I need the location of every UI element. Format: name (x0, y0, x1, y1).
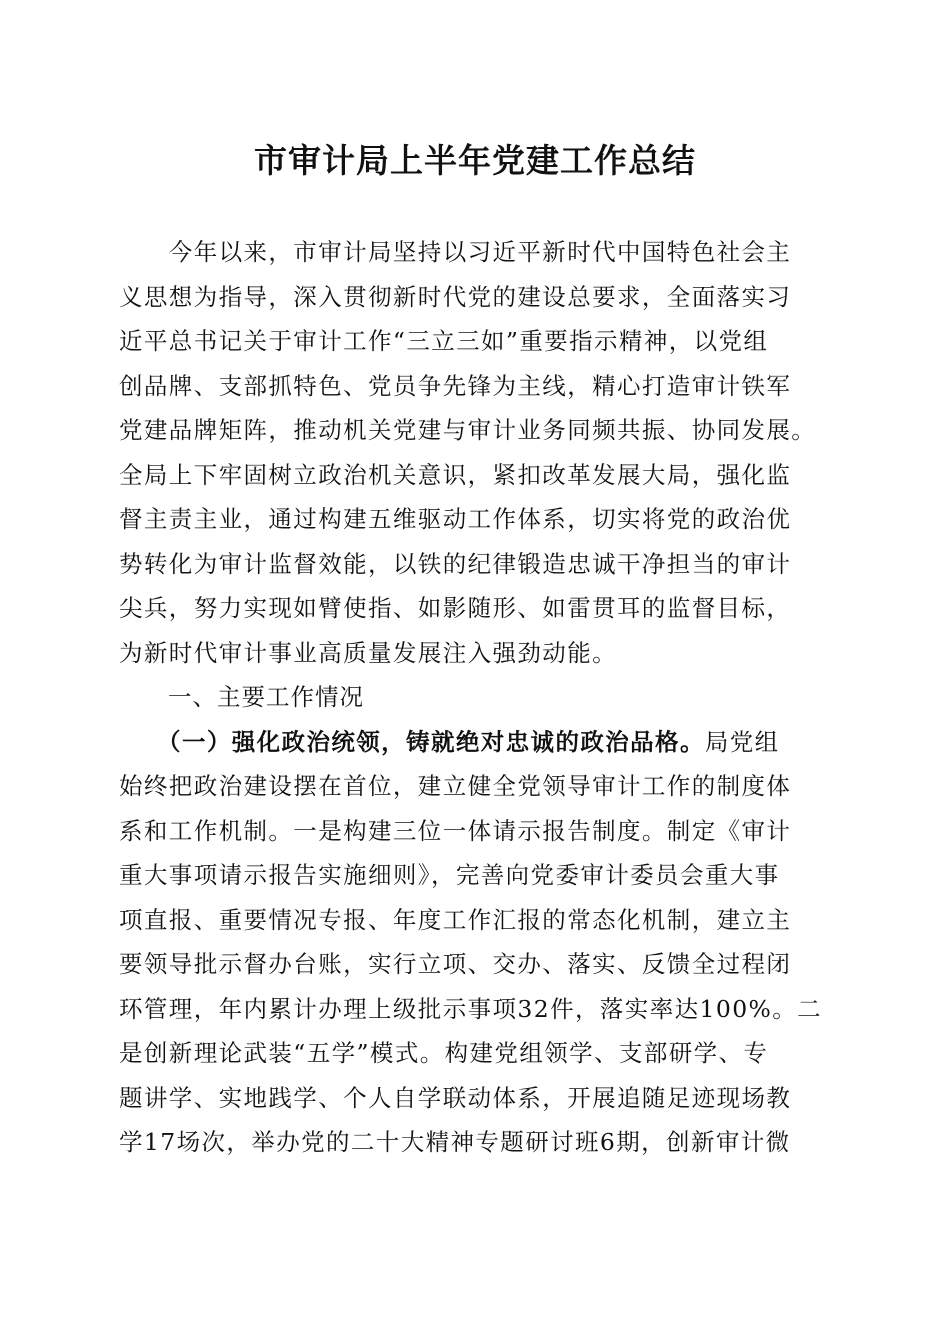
paragraph-line: 势转化为审计监督效能，以铁的纪律锻造忠诚干净担当的审计 (119, 549, 792, 578)
paragraph-line: 全局上下牢固树立政治机关意识，紧扣改革发展大局，强化监 (119, 460, 792, 489)
paragraph-line: 重大事项请示报告实施细则》，完善向党委审计委员会重大事 (119, 861, 780, 889)
paragraph-line: 学17场次，举办党的二十大精神专题研讨班6期，创新审计微 (119, 1128, 791, 1156)
subsection-title: （一）强化政治统领，铸就绝对忠诚的政治品格。 (119, 727, 705, 756)
paragraph-line: 近平总书记关于审计工作“三立三如”重要指示精神，以党组 (119, 327, 769, 355)
document-body (119, 230, 831, 1165)
paragraph-line: 要领导批示督办台账，实行立项、交办、落实、反馈全过程闭 (119, 950, 792, 978)
paragraph-line: 党建品牌矩阵，推动机关党建与审计业务同频共振、协同发展。 (119, 416, 817, 444)
paragraph-line: 项直报、重要情况专报、年度工作汇报的常态化机制，建立主 (119, 905, 792, 934)
paragraph-line: 是创新理论武装“五学”模式。构建党组领学、支部研学、专 (119, 1039, 769, 1067)
document-title: 市审计局上半年党建工作总结 (254, 141, 696, 180)
paragraph-line: 督主责主业，通过构建五维驱动工作体系，切实将党的政治优 (119, 505, 792, 533)
paragraph-line: 系和工作机制。一是构建三位一体请示报告制度。制定《审计 (119, 816, 792, 845)
subsection-first-line (119, 720, 831, 765)
paragraph-line: 创品牌、支部抓特色、党员争先锋为主线，精心打造审计铁军 (119, 371, 792, 400)
paragraph-line: 始终把政治建设摆在首位，建立健全党领导审计工作的制度体 (119, 772, 792, 800)
subsection-first-tail: 局党组 (704, 727, 780, 756)
paragraph-line: 义思想为指导，深入贯彻新时代党的建设总要求，全面落实习 (119, 282, 792, 311)
paragraph-line: 环管理，年内累计办理上级批示事项32件，落实率达100%。二 (119, 994, 823, 1023)
section-heading: 一、主要工作情况 (119, 683, 364, 711)
paragraph-line: 为新时代审计事业高质量发展注入强劲动能。 (119, 638, 617, 667)
paragraph-line: 题讲学、实地践学、个人自学联动体系，开展追随足迹现场教 (119, 1083, 792, 1112)
paragraph-line: 今年以来，市审计局坚持以习近平新时代中国特色社会主 (119, 238, 792, 266)
paragraph-line: 尖兵，努力实现如臂使指、如影随形、如雷贯耳的监督目标， (119, 594, 792, 622)
